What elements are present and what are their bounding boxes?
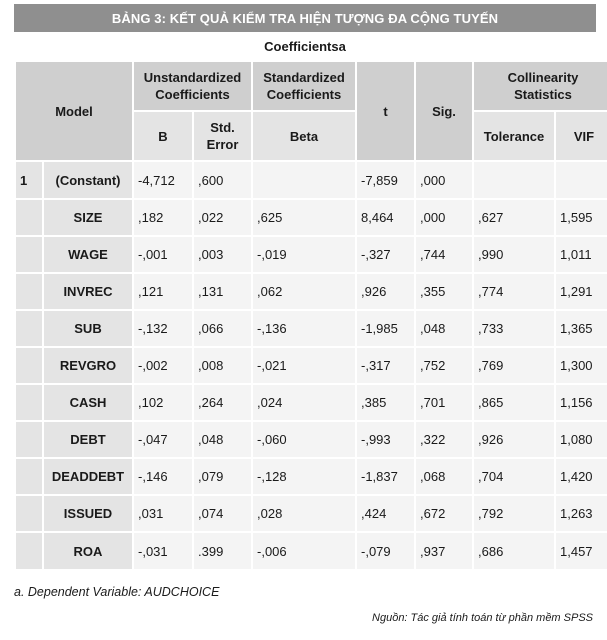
cell-b: ,121 [133, 273, 193, 310]
cell-std-error: ,600 [193, 161, 252, 199]
header-t: t [356, 61, 415, 161]
cell-tolerance: ,769 [473, 347, 555, 384]
cell-std-error: ,131 [193, 273, 252, 310]
cell-t: ,926 [356, 273, 415, 310]
cell-vif: 1,291 [555, 273, 607, 310]
cell-std-error: ,048 [193, 421, 252, 458]
table-row [15, 161, 607, 199]
header-unstandardized: Unstandardized Coefficients [133, 61, 252, 111]
cell-beta: -,060 [252, 421, 356, 458]
cell-vif: 1,365 [555, 310, 607, 347]
cell-vif: 1,595 [555, 199, 607, 236]
model-spacer [15, 532, 43, 570]
cell-b: ,102 [133, 384, 193, 421]
model-spacer [15, 495, 43, 532]
cell-beta: ,024 [252, 384, 356, 421]
cell-vif [555, 161, 607, 199]
cell-sig: ,355 [415, 273, 473, 310]
cell-sig: ,068 [415, 458, 473, 495]
cell-beta: ,028 [252, 495, 356, 532]
row-label: ISSUED [43, 495, 133, 532]
table-row [15, 199, 607, 236]
cell-vif: 1,420 [555, 458, 607, 495]
cell-tolerance: ,926 [473, 421, 555, 458]
cell-tolerance [473, 161, 555, 199]
table-row [15, 310, 607, 347]
cell-sig: ,672 [415, 495, 473, 532]
row-label: (Constant) [43, 161, 133, 199]
table-row [15, 236, 607, 273]
cell-beta: -,136 [252, 310, 356, 347]
cell-b: -,146 [133, 458, 193, 495]
cell-sig: ,701 [415, 384, 473, 421]
cell-std-error: ,074 [193, 495, 252, 532]
table-row [15, 532, 607, 570]
model-spacer [15, 199, 43, 236]
model-spacer [15, 273, 43, 310]
cell-b: ,031 [133, 495, 193, 532]
cell-std-error: ,003 [193, 236, 252, 273]
model-spacer [15, 458, 43, 495]
cell-t: -,079 [356, 532, 415, 570]
cell-b: ,182 [133, 199, 193, 236]
cell-b: -4,712 [133, 161, 193, 199]
header-tolerance: Tolerance [473, 111, 555, 161]
cell-std-error: .399 [193, 532, 252, 570]
header-model: Model [15, 61, 133, 161]
cell-t: -1,985 [356, 310, 415, 347]
cell-vif: 1,080 [555, 421, 607, 458]
cell-tolerance: ,990 [473, 236, 555, 273]
row-label: ROA [43, 532, 133, 570]
cell-tolerance: ,774 [473, 273, 555, 310]
cell-vif: 1,457 [555, 532, 607, 570]
table-row [15, 384, 607, 421]
cell-std-error: ,008 [193, 347, 252, 384]
cell-tolerance: ,686 [473, 532, 555, 570]
cell-vif: 1,011 [555, 236, 607, 273]
row-label: SUB [43, 310, 133, 347]
row-label: INVREC [43, 273, 133, 310]
table-row [15, 421, 607, 458]
cell-beta: -,021 [252, 347, 356, 384]
cell-vif: 1,156 [555, 384, 607, 421]
cell-std-error: ,022 [193, 199, 252, 236]
header-standardized: Standardized Coefficients [252, 61, 356, 111]
cell-std-error: ,079 [193, 458, 252, 495]
table-caption: Coefficientsa [264, 39, 346, 54]
cell-b: -,002 [133, 347, 193, 384]
header-b: B [133, 111, 193, 161]
cell-sig: ,744 [415, 236, 473, 273]
cell-std-error: ,066 [193, 310, 252, 347]
cell-t: ,385 [356, 384, 415, 421]
cell-tolerance: ,792 [473, 495, 555, 532]
cell-t: -1,837 [356, 458, 415, 495]
cell-beta: -,006 [252, 532, 356, 570]
table-row [15, 458, 607, 495]
cell-beta: ,625 [252, 199, 356, 236]
table-row [15, 273, 607, 310]
cell-tolerance: ,865 [473, 384, 555, 421]
model-spacer [15, 310, 43, 347]
cell-vif: 1,300 [555, 347, 607, 384]
row-label: DEADDEBT [43, 458, 133, 495]
cell-beta: ,062 [252, 273, 356, 310]
table-row [15, 495, 607, 532]
header-collinearity: Collinearity Statistics [473, 61, 607, 111]
footnote: a. Dependent Variable: AUDCHOICE [14, 585, 220, 599]
cell-vif: 1,263 [555, 495, 607, 532]
header-beta: Beta [252, 111, 356, 161]
cell-sig: ,000 [415, 199, 473, 236]
cell-tolerance: ,627 [473, 199, 555, 236]
cell-std-error: ,264 [193, 384, 252, 421]
cell-beta: -,128 [252, 458, 356, 495]
model-spacer [15, 421, 43, 458]
table-title: BẢNG 3: KẾT QUẢ KIỂM TRA HIỆN TƯỢNG ĐA CỘNG TUYẾN [14, 4, 596, 32]
row-label: CASH [43, 384, 133, 421]
row-label: REVGRO [43, 347, 133, 384]
cell-t: ,424 [356, 495, 415, 532]
row-label: WAGE [43, 236, 133, 273]
cell-t: -,327 [356, 236, 415, 273]
row-label: DEBT [43, 421, 133, 458]
cell-sig: ,752 [415, 347, 473, 384]
cell-beta: -,019 [252, 236, 356, 273]
model-spacer [15, 347, 43, 384]
table-row [15, 347, 607, 384]
row-label: SIZE [43, 199, 133, 236]
cell-b: -,132 [133, 310, 193, 347]
cell-sig: ,048 [415, 310, 473, 347]
source-note: Nguồn: Tác giả tính toán từ phần mềm SPSS [372, 612, 593, 624]
cell-t: 8,464 [356, 199, 415, 236]
cell-t: -,317 [356, 347, 415, 384]
cell-sig: ,322 [415, 421, 473, 458]
header-sig: Sig. [415, 61, 473, 161]
cell-sig: ,000 [415, 161, 473, 199]
cell-sig: ,937 [415, 532, 473, 570]
cell-beta [252, 161, 356, 199]
model-spacer [15, 384, 43, 421]
model-spacer [15, 236, 43, 273]
model-number: 1 [15, 161, 43, 199]
cell-tolerance: ,733 [473, 310, 555, 347]
cell-t: -7,859 [356, 161, 415, 199]
coefficients-table [14, 60, 607, 571]
cell-b: -,031 [133, 532, 193, 570]
cell-b: -,001 [133, 236, 193, 273]
header-std-error: Std. Error [193, 111, 252, 161]
cell-b: -,047 [133, 421, 193, 458]
cell-tolerance: ,704 [473, 458, 555, 495]
header-vif: VIF [555, 111, 607, 161]
table-body [15, 161, 607, 570]
cell-t: -,993 [356, 421, 415, 458]
